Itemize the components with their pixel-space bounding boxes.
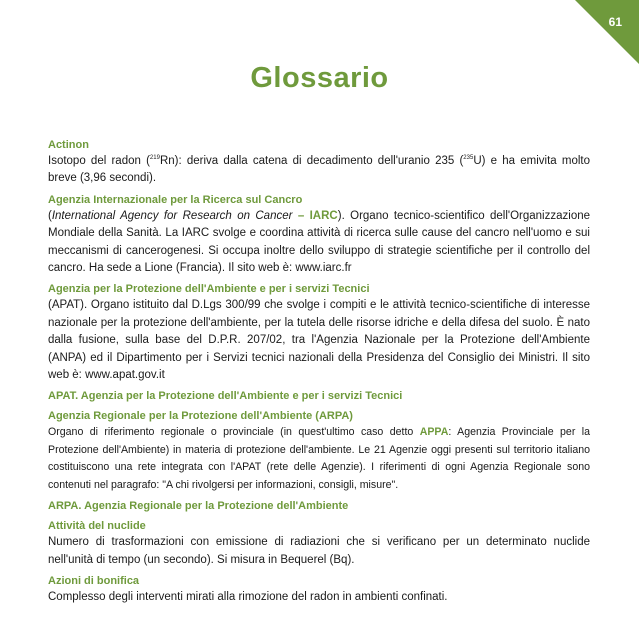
cross-reference-text: . Agenzia per la Protezione dell'Ambiente e per i servizi Tecnici bbox=[75, 390, 403, 403]
glossary-entry-actinon bbox=[48, 138, 590, 188]
def-text: ). Organo tecnico-scientifico dell'Organizzazione Mondiale della Sanità. La IARC svolge e coordina attività di ricerca sulle cause del cancro nell'uomo e sui meccanismi di cancerogenesi. Si occupa inoltre dello sviluppo di strategie scientifiche per il controllo del cancro. Ha sede a Lione (Francia). Il sito web è: www.iarc.fr bbox=[48, 209, 591, 275]
cross-reference-text: . Agenzia Regionale per la Protezione dell'Ambiente bbox=[78, 500, 349, 513]
acronym-highlight: ARPA bbox=[48, 500, 79, 513]
glossary-entry-attivita bbox=[48, 519, 590, 569]
glossary-term: Actinon bbox=[48, 139, 89, 151]
acronym-highlight: APAT bbox=[48, 390, 76, 403]
acronym-highlight: APPA bbox=[419, 426, 449, 439]
glossary-cross-reference bbox=[48, 389, 590, 404]
mass-number: 235 bbox=[463, 155, 474, 162]
glossary-term: Agenzia Internazionale per la Ricerca sul Cancro bbox=[48, 193, 303, 206]
glossary-definition bbox=[48, 424, 590, 494]
def-text: Organo di riferimento regionale o provinciale (in quest'ultimo caso detto bbox=[48, 426, 420, 439]
glossary-term: Agenzia per la Protezione dell'Ambiente e per i servizi Tecnici bbox=[48, 283, 370, 296]
glossary-definition: Numero di trasformazioni con emissione di radiazioni che si verificano per un determinato nuclide nell'unità di tempo (un secondo). Si misura in Bequerel (Bq). bbox=[48, 536, 590, 566]
page-title: Glossario bbox=[250, 62, 389, 94]
def-text: Isotopo del radon ( bbox=[48, 155, 150, 167]
def-text: ( bbox=[48, 209, 52, 222]
glossary-entry-azioni bbox=[48, 574, 590, 606]
def-dash: – bbox=[292, 209, 310, 222]
glossary-entry-arpa bbox=[48, 409, 590, 494]
glossary-content bbox=[48, 138, 590, 611]
glossary-term: Attività del nuclide bbox=[48, 520, 146, 533]
glossary-entry-apat-ref bbox=[48, 389, 590, 404]
glossary-definition: (APAT). Organo istituito dal D.Lgs 300/99 che svolge i compiti e le attività tecnico-scientifiche di interesse nazionale per la protezione dell'ambiente, per la tutela delle risorse idriche e della difesa del suolo. È nato dalla fusione, sulla base del D.P.R. 207/02, tra l'Agenzia Nazionale per la Protezione dell'Ambiente (ANPA) ed il Dipartimento per i Servizi tecnici nazionali della Presidenza del Consiglio dei Ministri. Il sito web è: www.apat.gov.it bbox=[48, 299, 590, 382]
glossary-definition bbox=[48, 153, 590, 188]
glossary-entry-iarc bbox=[48, 193, 590, 278]
glossary-definition bbox=[48, 208, 590, 278]
glossary-term: Azioni di bonifica bbox=[48, 574, 140, 587]
glossary-cross-reference bbox=[48, 499, 590, 514]
glossary-entry-arpa-ref bbox=[48, 499, 590, 514]
glossary-definition: Complesso degli interventi mirati alla rimozione del radon in ambienti confinati. bbox=[48, 590, 448, 603]
glossary-entry-apat bbox=[48, 282, 590, 384]
def-text: U) e ha emivita molto breve (3,96 secondi). bbox=[48, 155, 590, 185]
def-text: Rn): deriva dalla catena di decadimento dell'uranio 235 ( bbox=[159, 155, 464, 167]
page-number: 61 bbox=[608, 15, 622, 29]
mass-number: 219 bbox=[149, 155, 160, 162]
acronym-highlight: IARC bbox=[309, 209, 338, 222]
page-corner-tab bbox=[575, 0, 639, 64]
glossary-term: Agenzia Regionale per la Protezione dell'Ambiente (ARPA) bbox=[48, 410, 353, 423]
def-italic-text: International Agency for Research on Cancer bbox=[51, 209, 293, 222]
def-text: : Agenzia Provinciale per la Protezione dell'Ambiente) in materia di protezione dell'ambiente. Le 21 Agenzie oggi presenti sul territorio italiano costituiscono una rete integrata con l'APAT (rete delle Agenzie). I riferimenti di ogni Agenzia Regionale sono contenuti nel paragrafo: "A chi rivolgersi per informazioni, consigli, misure". bbox=[48, 426, 590, 491]
